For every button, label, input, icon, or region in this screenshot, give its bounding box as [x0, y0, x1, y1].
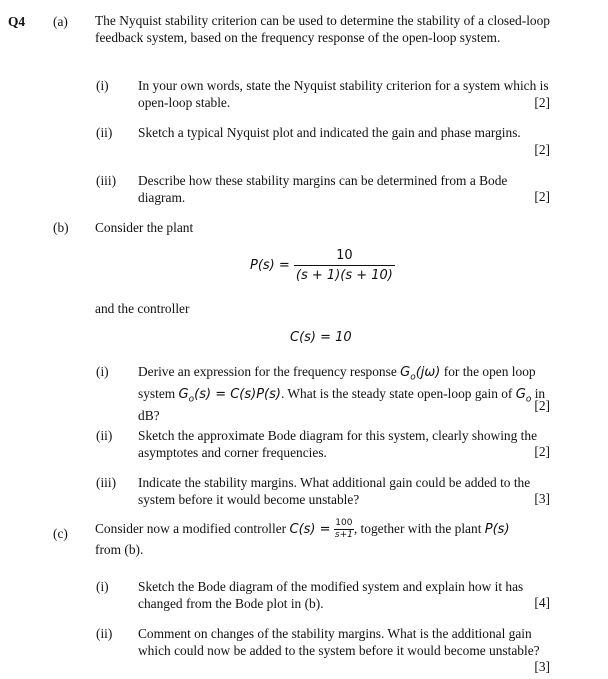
plant-equation [250, 248, 395, 283]
a-iii-label: (iii) [96, 173, 117, 188]
question-number: Q4 [8, 14, 26, 29]
b-i-mark: [2] [534, 398, 550, 413]
a-ii-label: (ii) [96, 125, 113, 140]
c-ii-text: Comment on changes of the stability margins. What is the additional gain which could now be added to the system before it would become unstable? [138, 626, 540, 658]
part-a-label: (a) [53, 14, 68, 29]
b-ii-mark: [2] [534, 444, 550, 459]
part-c-intro: Consider now a modified controller C(s) = $\frac{100}{s+1}$ , together with the plant P(s) from (b). [95, 518, 510, 558]
plant-numerator: 10 [336, 248, 353, 263]
part-c-label: (c) [53, 526, 68, 541]
b-ii-label: (ii) [96, 428, 113, 443]
plant-denominator: (s + 1)(s + 10) [294, 265, 395, 283]
a-i-label: (i) [96, 78, 109, 93]
a-i-text: In your own words, state the Nyquist stability criterion for a system which is open-loop stable. [138, 78, 549, 110]
c-i-label: (i) [96, 579, 109, 594]
b-i-label: (i) [96, 364, 109, 379]
c-ii-mark: [3] [534, 659, 550, 674]
c-ii-label: (ii) [96, 626, 113, 641]
b-i-text: Derive an expression for the frequency response $G_o(j\omega)$ for the open loop system $G_o(s) = C(s)P(s)$. What is the steady state open-loop gain of $G_o$ in dB? [138, 364, 546, 424]
a-ii-mark: [2] [534, 142, 550, 157]
controller-intro: and the controller [95, 301, 190, 316]
a-iii-mark: [2] [534, 189, 550, 204]
b-iii-label: (iii) [96, 475, 117, 490]
a-iii-text: Describe how these stability margins can be determined from a Bode diagram. [138, 173, 508, 205]
b-iii-text: Indicate the stability margins. What additional gain could be added to the system before it would become unstable? [138, 475, 531, 507]
b-iii-mark: [3] [534, 491, 550, 506]
controller-equation: C(s) = 10 [290, 330, 352, 345]
part-b-label: (b) [53, 220, 69, 235]
a-i-mark: [2] [534, 95, 550, 110]
c-i-text: Sketch the Bode diagram of the modified system and explain how it has changed from the Bode plot in (b). [138, 579, 524, 611]
plant-lhs: P(s) = [250, 258, 290, 273]
c-i-mark: [4] [534, 595, 550, 610]
a-ii-text: Sketch a typical Nyquist plot and indicated the gain and phase margins. [138, 125, 521, 140]
part-b-intro: Consider the plant [95, 220, 194, 235]
b-ii-text: Sketch the approximate Bode diagram for this system, clearly showing the asymptotes and corner frequencies. [138, 428, 538, 460]
part-a-intro: The Nyquist stability criterion can be used to determine the stability of a closed-loop feedback system, based on the frequency response of the open-loop system. [95, 13, 550, 45]
